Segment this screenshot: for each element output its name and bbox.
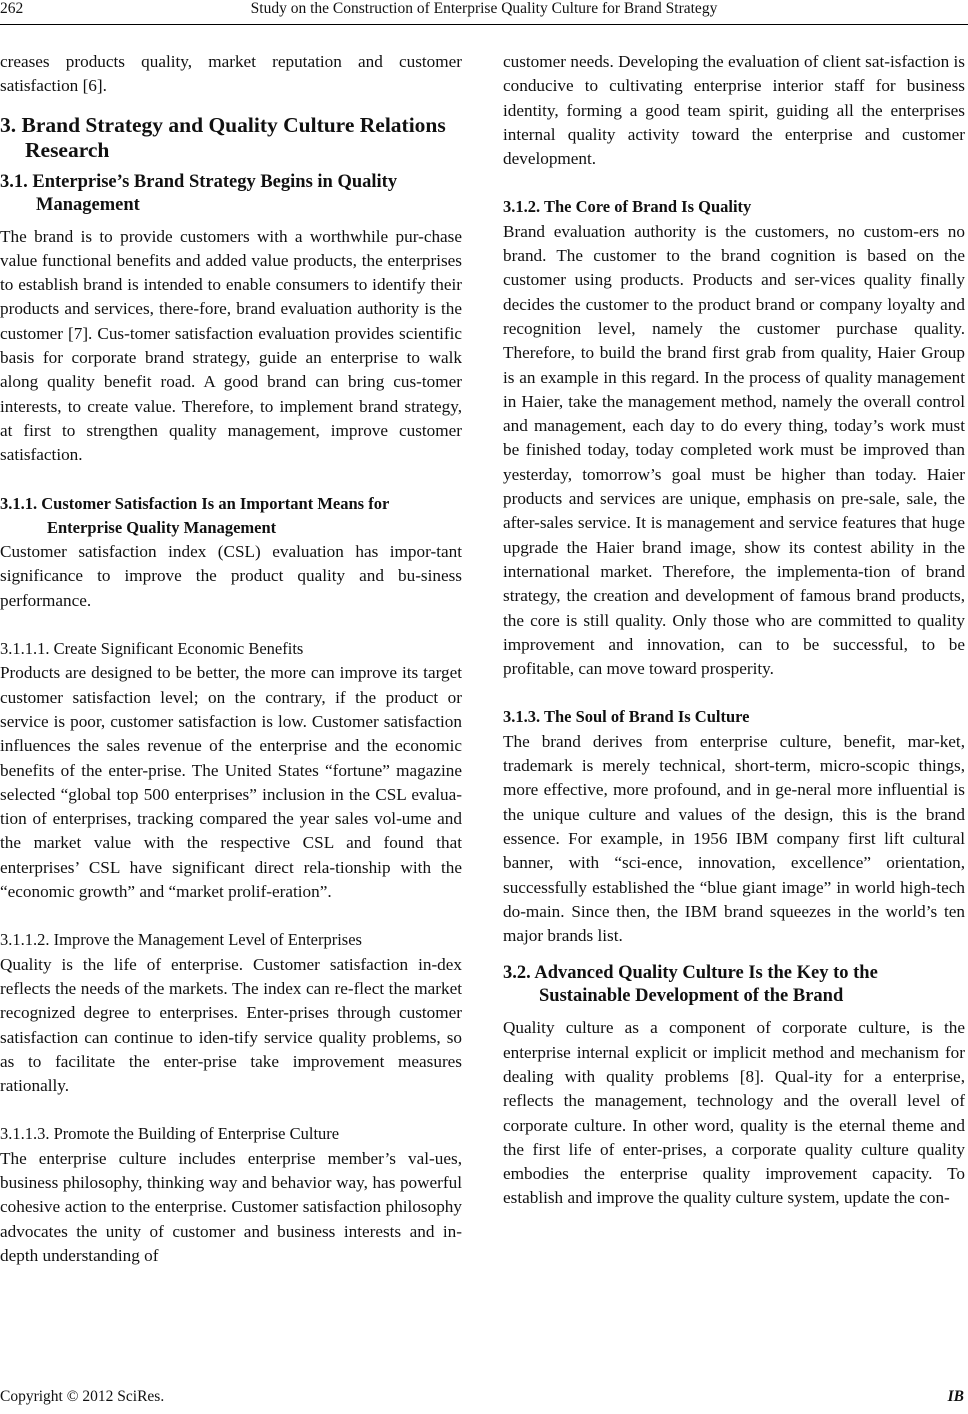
paragraph-3-1-1-1: Products are designed to be better, the more can improve its target customer satisfaction level; on the contrary, if the product or service is poor, customer satisfaction is low. Customer satisfaction influences the sales revenue of the enterprise and the economic benefits of the enter-prise. The United States “fortune” magazine selected “global top 500 enterprises” inclusion in the CSL evalua-tion of enterprises, tracking compared the year sales vol-ume and the market value with the respective CSL and found that enterprises’ CSL have significant direct rela-tionship with the “economic growth” and “market prolif-eration”. (0, 663, 462, 902)
section-heading-3-1-3: 3.1.3. The Soul of Brand Is Culture (503, 707, 750, 727)
left-column (0, 50, 462, 1268)
paragraph-3-1: The brand is to provide customers with a worthwhile pur-chase value functional benefits and added value products, the enterprises to establish brand is intended to enable consumers to identify their products and services, there-fore, brand evaluation authority is the customer [7]. Cus-tomer satisfaction evaluation provides scientific basis for corporate brand strategy, guide an enterprise to walk along quality benefit road. A good brand can bring cus-tomer interests, to create value. Therefore, to implement brand strategy, at first to strengthen quality management, improve customer satisfaction. (0, 226, 462, 465)
paragraph-3-1-1: Customer satisfaction index (CSL) evaluation has impor-tant significance to improve the product quality and bu-siness performance. (0, 542, 462, 610)
section-heading-3: 3. Brand Strategy and Quality Culture Relations Research (0, 112, 446, 162)
paragraph-3-1-2: Brand evaluation authority is the customers, no custom-ers no brand. The customer to the brand cognition is based on the customer using products. Products and ser-vices quality finally decides the customer to the product brand or company loyalty and recognition level, namely the customer purchase quality. Therefore, to build the brand first grab from quality, Haier Group is an example in this regard. In the process of quality management in Haier, take the management method, namely the overall control and management, each day to do every thing, today’s work must be finished today, today completed work must be improved than yesterday, tomorrow’s goal must be higher than today. Haier products and services are unique, emphasis on pre-sale, sale, the after-sales service. It is management and service features that huge upgrade the Haier brand image, show its contest ability in the international market. Therefore, the implementa-tion of brand strategy, the creation and development of famous brand products, the core is still quality. Only those who are committed to quality improvement and innovation, can to be successful, to be profitable, can move toward prosperity. (503, 221, 965, 679)
right-column (503, 50, 965, 1211)
paragraph-intro: creases products quality, market reputation and customer satisfaction [6]. (0, 52, 462, 96)
paragraph-3-1-3: The brand derives from enterprise culture, benefit, mar-ket, trademark is merely technical, short-term, micro-scopic things, more effective, more profound, and in ge-neral more influential is the unique culture and values of the design, this is the brand essence. For example, in 1956 IBM company first lift cultural banner, with “sci-ence, innovation, excellence” orientation, successfully established the “blue giant image” in world high-tech do-main. Since then, the IBM brand squeezes in the world’s ten major brands list. (503, 731, 965, 946)
section-heading-3-2: 3.2. Advanced Quality Culture Is the Key to the Sustainable Development of the Brand (503, 963, 878, 1007)
paragraph-3-1-1-2: Quality is the life of enterprise. Customer satisfaction in-dex reflects the needs of the markets. The index can re-flect the market recognized degree to enterprises. Enter-prises through customer satisfaction can continue to iden-tify service quality problems, so as to facilitate the enter-prise take improvement measures rationally. (0, 954, 462, 1096)
section-heading-3-1-1-1: 3.1.1.1. Create Significant Economic Benefits (0, 639, 304, 659)
section-heading-3-1-2: 3.1.2. The Core of Brand Is Quality (503, 197, 752, 217)
paragraph-3-2: Quality culture as a component of corporate culture, is the enterprise internal explicit or implicit method and mechanism for dealing with quality problems [8]. Qual-ity for a enterprise, reflects the management, technology and the overall level of corporate culture. In other word, quality is the eternal theme and the first life of enter-prises, a corporate quality culture quality embodies the enterprise quality improvement capacity. To establish and improve the quality culture system, update the con- (503, 1018, 965, 1208)
section-heading-3-1-1-3: 3.1.1.3. Promote the Building of Enterprise Culture (0, 1124, 340, 1144)
section-heading-3-1: 3.1. Enterprise’s Brand Strategy Begins in Quality Management (0, 171, 398, 215)
running-title: Study on the Construction of Enterprise Quality Culture for Brand Strategy (250, 0, 718, 17)
section-heading-3-1-1: 3.1.1. Customer Satisfaction Is an Important Means for Enterprise Quality Management (0, 493, 389, 537)
page-footer (0, 1388, 968, 1408)
paragraph-3-1-1-3: The enterprise culture includes enterprise member’s val-ues, business philosophy, thinking way and behavior way, has powerful cohesive action to the enterprise. Customer satisfaction philosophy advocates the unity of customer and business interests and in-depth understanding of (0, 1148, 462, 1265)
journal-abbreviation: IB (947, 1388, 964, 1405)
copyright-notice: Copyright © 2012 SciRes. (0, 1388, 165, 1405)
running-header (0, 0, 968, 25)
paragraph-continued: customer needs. Developing the evaluation of client sat-isfaction is conducive to cultivating enterprise interior staff for business identity, forming a good team spirit, guiding all the enterprises internal quality activity toward the enterprise and customer development. (503, 52, 965, 169)
page-number: 262 (0, 0, 24, 17)
section-heading-3-1-1-2: 3.1.1.2. Improve the Management Level of Enterprises (0, 930, 362, 950)
